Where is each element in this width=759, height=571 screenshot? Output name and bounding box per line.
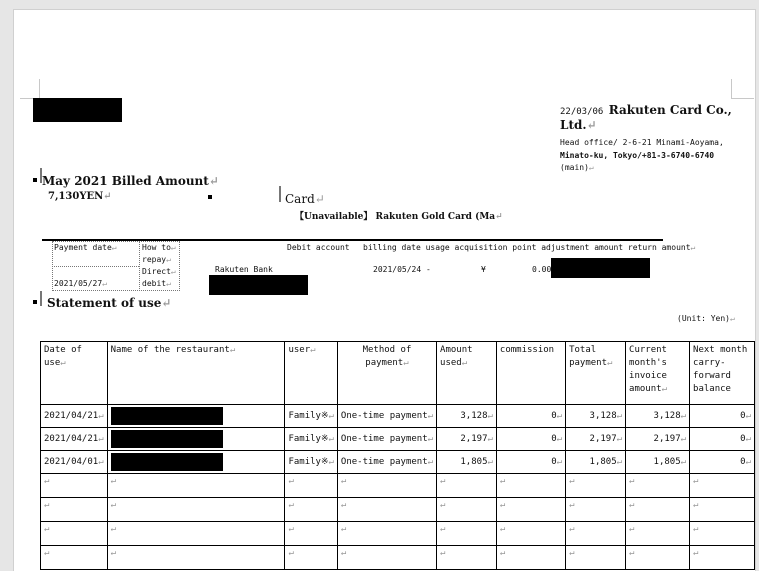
cell-user: Family※↵ (285, 428, 337, 451)
how-to-repay-header-2: repay↵ (142, 255, 171, 264)
office-address-line3: (main)↵ (560, 163, 594, 172)
table-row (41, 428, 755, 451)
empty-row: ↵ ↵ ↵ ↵ ↵ ↵ ↵ ↵ ↵ (41, 546, 755, 570)
cell-method: One-time payment↵ (337, 428, 436, 451)
cell-user: Family※↵ (285, 405, 337, 428)
table-row (41, 405, 755, 428)
cell-commission: 0↵ (496, 428, 565, 451)
payment-details-header: billing date usage acquisition point adjustment amount return amount↵ (363, 243, 696, 252)
cell-amount: 1,805↵ (437, 451, 497, 474)
cell-total: 3,128↵ (566, 405, 626, 428)
payment-box-separator (139, 241, 141, 289)
payment-box-separator (52, 266, 139, 268)
redacted-restaurant (111, 407, 223, 425)
header-amount: Amount used↵ (437, 342, 497, 405)
header-invoice: Current month's invoice amount↵ (626, 342, 690, 405)
office-address-line1: Head office/ 2-6-21 Minami-Aoyama, (560, 138, 724, 147)
company-name-line2: Ltd.↵ (560, 118, 597, 132)
cell-commission: 0↵ (496, 451, 565, 474)
cell-restaurant (107, 451, 285, 474)
document-page (13, 9, 756, 571)
redacted-account (209, 275, 308, 295)
statement-title: Statement of use↵ (47, 296, 172, 310)
statement-table (40, 341, 755, 570)
unit-label: (Unit: Yen)↵ (677, 314, 735, 323)
payment-date-value: 2021/05/27↵ (54, 279, 107, 288)
bullet-marker (33, 300, 37, 304)
cell-restaurant (107, 428, 285, 451)
repay-method-value: Direct↵ (142, 267, 176, 276)
company-name: Rakuten Card Co., (608, 103, 732, 117)
payment-date-header: Payment date↵ (54, 243, 117, 252)
cell-method: One-time payment↵ (337, 451, 436, 474)
cell-carry: 0↵ (690, 428, 755, 451)
card-name: 【Unavailable】 Rakuten Gold Card (Ma↵ (295, 212, 503, 222)
bullet-marker (33, 178, 37, 182)
debit-account-header: Debit account (287, 243, 350, 252)
section-bar (279, 186, 281, 202)
header-commission: commission (496, 342, 565, 405)
header-date: Date of use↵ (41, 342, 108, 405)
cell-date: 2021/04/01↵ (41, 451, 108, 474)
cell-user: Family※↵ (285, 451, 337, 474)
cell-commission: 0↵ (496, 405, 565, 428)
cell-amount: 3,128↵ (437, 405, 497, 428)
header-carry: Next month carry- forward balance (690, 342, 755, 405)
crop-mark-top-left (20, 79, 40, 99)
repay-method-value-2: debit↵ (142, 279, 171, 288)
redacted-restaurant (111, 453, 223, 471)
bank-name: Rakuten Bank (215, 265, 273, 274)
section-bar (40, 291, 42, 306)
redacted-restaurant (111, 430, 223, 448)
adjustment-value: 0.00 (532, 265, 552, 274)
cell-total: 2,197↵ (566, 428, 626, 451)
cell-amount: 2,197↵ (437, 428, 497, 451)
issuer-header (560, 103, 732, 117)
billing-date-value: 2021/05/24 - (373, 265, 431, 274)
cell-invoice: 1,805↵ (626, 451, 690, 474)
redacted-return-amount (551, 258, 650, 278)
header-method: Method of payment↵ (337, 342, 436, 405)
billed-amount-title: May 2021 Billed Amount↵ (42, 174, 219, 188)
cell-invoice: 2,197↵ (626, 428, 690, 451)
table-row (41, 451, 755, 474)
table-header-row (41, 342, 755, 405)
bullet-marker (208, 195, 212, 199)
cell-invoice: 3,128↵ (626, 405, 690, 428)
header-restaurant: Name of the restaurant↵ (107, 342, 285, 405)
how-to-repay-header: How to↵ (142, 243, 176, 252)
billed-amount-value: 7,130YEN↵ (48, 191, 112, 202)
office-address-line2: Minato-ku, Tokyo/+81-3-6740-6740 (560, 151, 715, 160)
empty-row: ↵ ↵ ↵ ↵ ↵ ↵ ↵ ↵ ↵ (41, 498, 755, 522)
yen-symbol: ¥ (481, 265, 486, 274)
cell-carry: 0↵ (690, 451, 755, 474)
redacted-recipient-name (33, 98, 122, 122)
cell-method: One-time payment↵ (337, 405, 436, 428)
empty-row: ↵ ↵ ↵ ↵ ↵ ↵ ↵ ↵ ↵ (41, 522, 755, 546)
empty-row: ↵ ↵ ↵ ↵ ↵ ↵ ↵ ↵ ↵ (41, 474, 755, 498)
cell-date: 2021/04/21↵ (41, 428, 108, 451)
issue-date: 22/03/06 (560, 107, 604, 117)
cell-date: 2021/04/21↵ (41, 405, 108, 428)
header-user: user↵ (285, 342, 337, 405)
card-label: Card↵ (285, 192, 325, 206)
crop-mark-top-right (731, 79, 754, 99)
header-total: Total payment↵ (566, 342, 626, 405)
cell-total: 1,805↵ (566, 451, 626, 474)
cell-carry: 0↵ (690, 405, 755, 428)
cell-restaurant (107, 405, 285, 428)
